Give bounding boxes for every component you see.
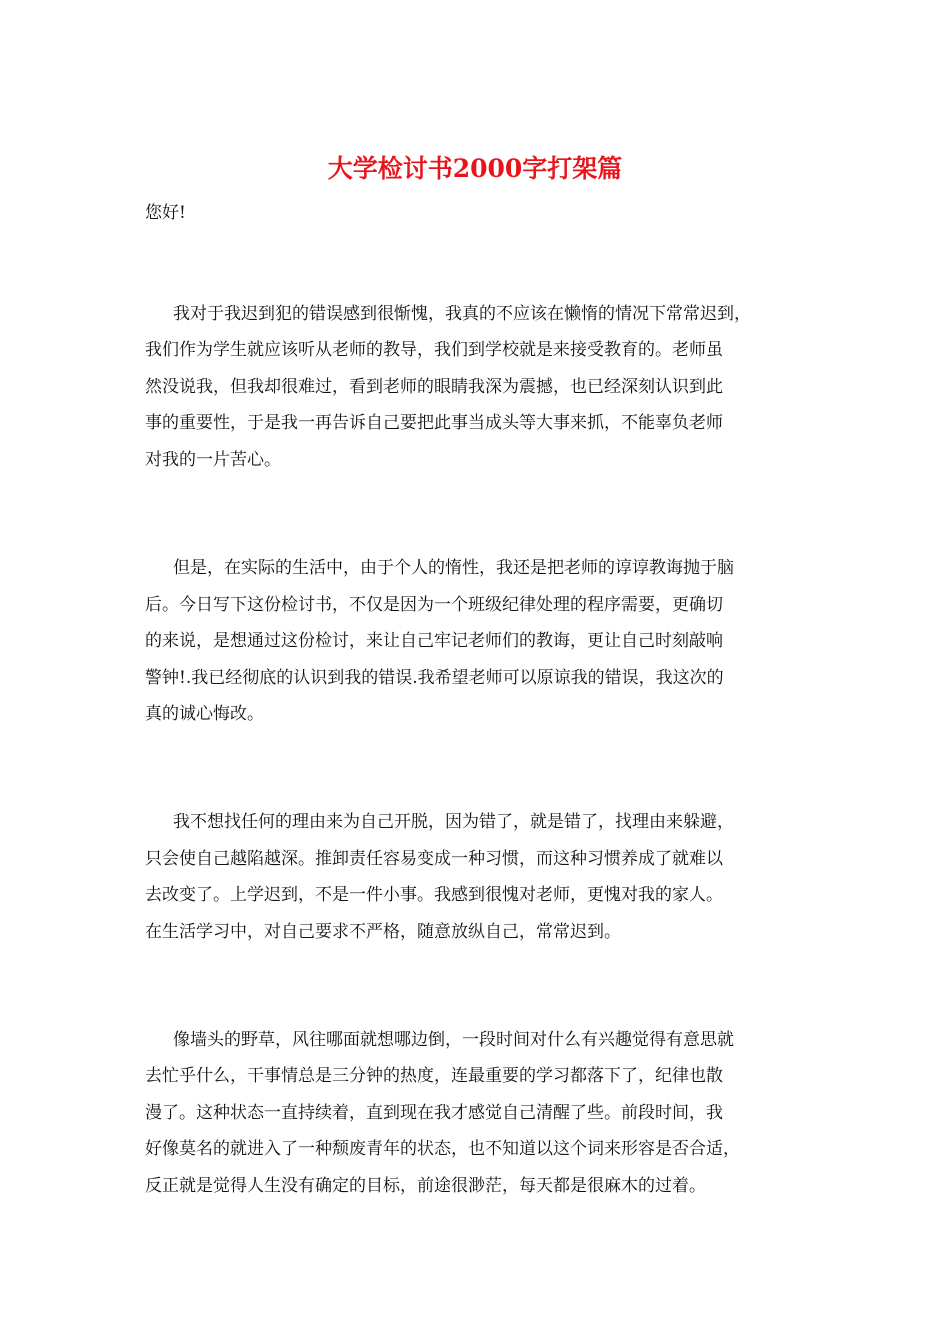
paragraph-4-line-2: 去忙乎什么，干事情总是三分钟的热度，连最重要的学习都落下了，纪律也散 xyxy=(145,1066,723,1086)
paragraph-2-line-2: 后。今日写下这份检讨书，不仅是因为一个班级纪律处理的程序需要，更确切 xyxy=(145,595,723,615)
paragraph-3-line-3: 去改变了。上学迟到，不是一件小事。我感到很愧对老师，更愧对我的家人。 xyxy=(145,885,723,905)
paragraph-3-line-2: 只会使自己越陷越深。推卸责任容易变成一种习惯，而这种习惯养成了就难以 xyxy=(145,849,723,869)
paragraph-2-line-3: 的来说，是想通过这份检讨，来让自己牢记老师们的教诲，更让自己时刻敲响 xyxy=(145,631,723,651)
greeting: 您好! xyxy=(145,203,186,223)
paragraph-1-line-4: 事的重要性，于是我一再告诉自己要把此事当成头等大事来抓，不能辜负老师 xyxy=(145,413,723,433)
paragraph-1-line-3: 然没说我，但我却很难过，看到老师的眼睛我深为震撼，也已经深刻认识到此 xyxy=(145,377,723,397)
paragraph-4-line-4: 好像莫名的就进入了一种颓废青年的状态，也不知道以这个词来形容是否合适， xyxy=(145,1139,740,1159)
document-title: 大学检讨书2000字打架篇 xyxy=(327,154,623,183)
paragraph-4-line-1: 像墙头的野草，风往哪面就想哪边倒，一段时间对什么有兴趣觉得有意思就 xyxy=(173,1030,734,1050)
paragraph-3-line-4: 在生活学习中，对自己要求不严格，随意放纵自己，常常迟到。 xyxy=(145,922,621,942)
paragraph-2-line-5: 真的诚心悔改。 xyxy=(145,704,264,724)
paragraph-4-line-3: 漫了。这种状态一直持续着，直到现在我才感觉自己清醒了些。前段时间，我 xyxy=(145,1103,723,1123)
paragraph-4-line-5: 反正就是觉得人生没有确定的目标，前途很渺茫，每天都是很麻木的过着。 xyxy=(145,1176,706,1196)
paragraph-2-line-1: 但是，在实际的生活中，由于个人的惰性，我还是把老师的谆谆教诲抛于脑 xyxy=(173,558,734,578)
paragraph-2-line-4: 警钟!.我已经彻底的认识到我的错误.我希望老师可以原谅我的错误，我这次的 xyxy=(145,668,724,688)
paragraph-1-line-5: 对我的一片苦心。 xyxy=(145,450,281,470)
paragraph-1-line-1: 我对于我迟到犯的错误感到很惭愧，我真的不应该在懒惰的情况下常常迟到， xyxy=(173,304,751,324)
paragraph-1-line-2: 我们作为学生就应该听从老师的教导，我们到学校就是来接受教育的。老师虽 xyxy=(145,340,723,360)
paragraph-3-line-1: 我不想找任何的理由来为自己开脱，因为错了，就是错了，找理由来躲避， xyxy=(173,812,734,832)
